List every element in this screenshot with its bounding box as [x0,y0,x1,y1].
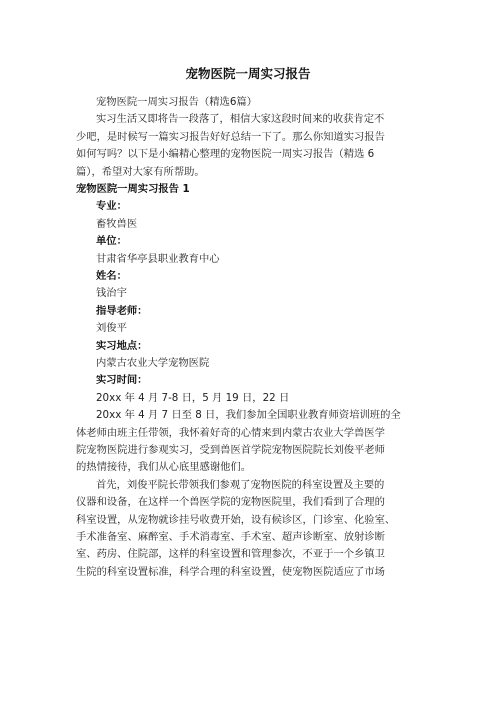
body-text-line: 畜牧兽医 [96,217,138,230]
body-text-line: 如何写吗？以下是小编精心整理的宠物医院一周实习报告（精选 6 [76,148,375,161]
body-text-line: 科室设置，从宠物就诊挂号收费开始，设有候诊区，门诊室、化验室、 [76,513,396,526]
body-text-line: 内蒙古农业大学宠物医院 [96,357,210,369]
body-text-line: 甘肃省华亭县职业教育中心 [96,252,220,265]
body-text-line: 篇），希望对大家有所帮助。 [76,165,205,178]
section-heading: 宠物医院一周实习报告 1 [76,183,190,195]
body-text-line: 首先，刘俊平院长带领我们参观了宠物医院的科室设置及主要的 [96,478,385,491]
section-heading: 专业： [96,200,127,213]
section-heading: 单位： [96,235,127,248]
body-text-line: 宠物医院一周实习报告（精选6篇） [96,96,258,108]
section-heading: 实习地点： [96,339,148,352]
section-heading: 指导老师： [96,304,148,317]
section-heading: 姓名： [96,270,127,282]
body-text-line: 少吧，是时候写一篇实习报告好好总结一下了。那么你知道实习报告 [76,130,385,143]
body-text-line: 体老师由班主任带领，我怀着好奇的心情来到内蒙古农业大学兽医学 [76,426,385,439]
body-text-line: 实习生活又即将告一段落了，相信大家这段时间来的收获肯定不 [96,113,385,126]
body-text-line: 手术准备室、麻醉室、手术消毒室、手术室、超声诊断室、放射诊断 [76,531,385,543]
body-text-line: 院宠物医院进行参观实习，受到兽医首学院宠物医院院长刘俊平老师 [76,444,385,456]
body-text-line: 仪器和设备，在这样一个兽医学院的宠物医院里，我们看到了合理的 [76,496,385,509]
body-text-line: 室、药房、住院部，这样的科室设置和管理参次，不亚于一个乡镇卫 [76,548,385,561]
document-title: 宠物医院一周实习报告 [185,66,311,81]
body-text-line: 生院的科室设置标准，科学合理的科室设置，使宠物医院适应了市场 [76,565,385,578]
section-heading: 实习时间： [96,374,148,387]
body-text-line: 20xx 年 4 月 7-8 日，5 月 19 日，22 日 [96,391,290,404]
body-text-line: 刘俊平 [96,322,127,335]
body-text-line: 20xx 年 4 月 7 日至 8 日，我们参加全国职业教育师资培训班的全 [96,409,401,422]
body-text-line: 的热情接待，我们从心底里感谢他们。 [76,461,252,474]
body-text-line: 钱治宇 [96,287,127,300]
